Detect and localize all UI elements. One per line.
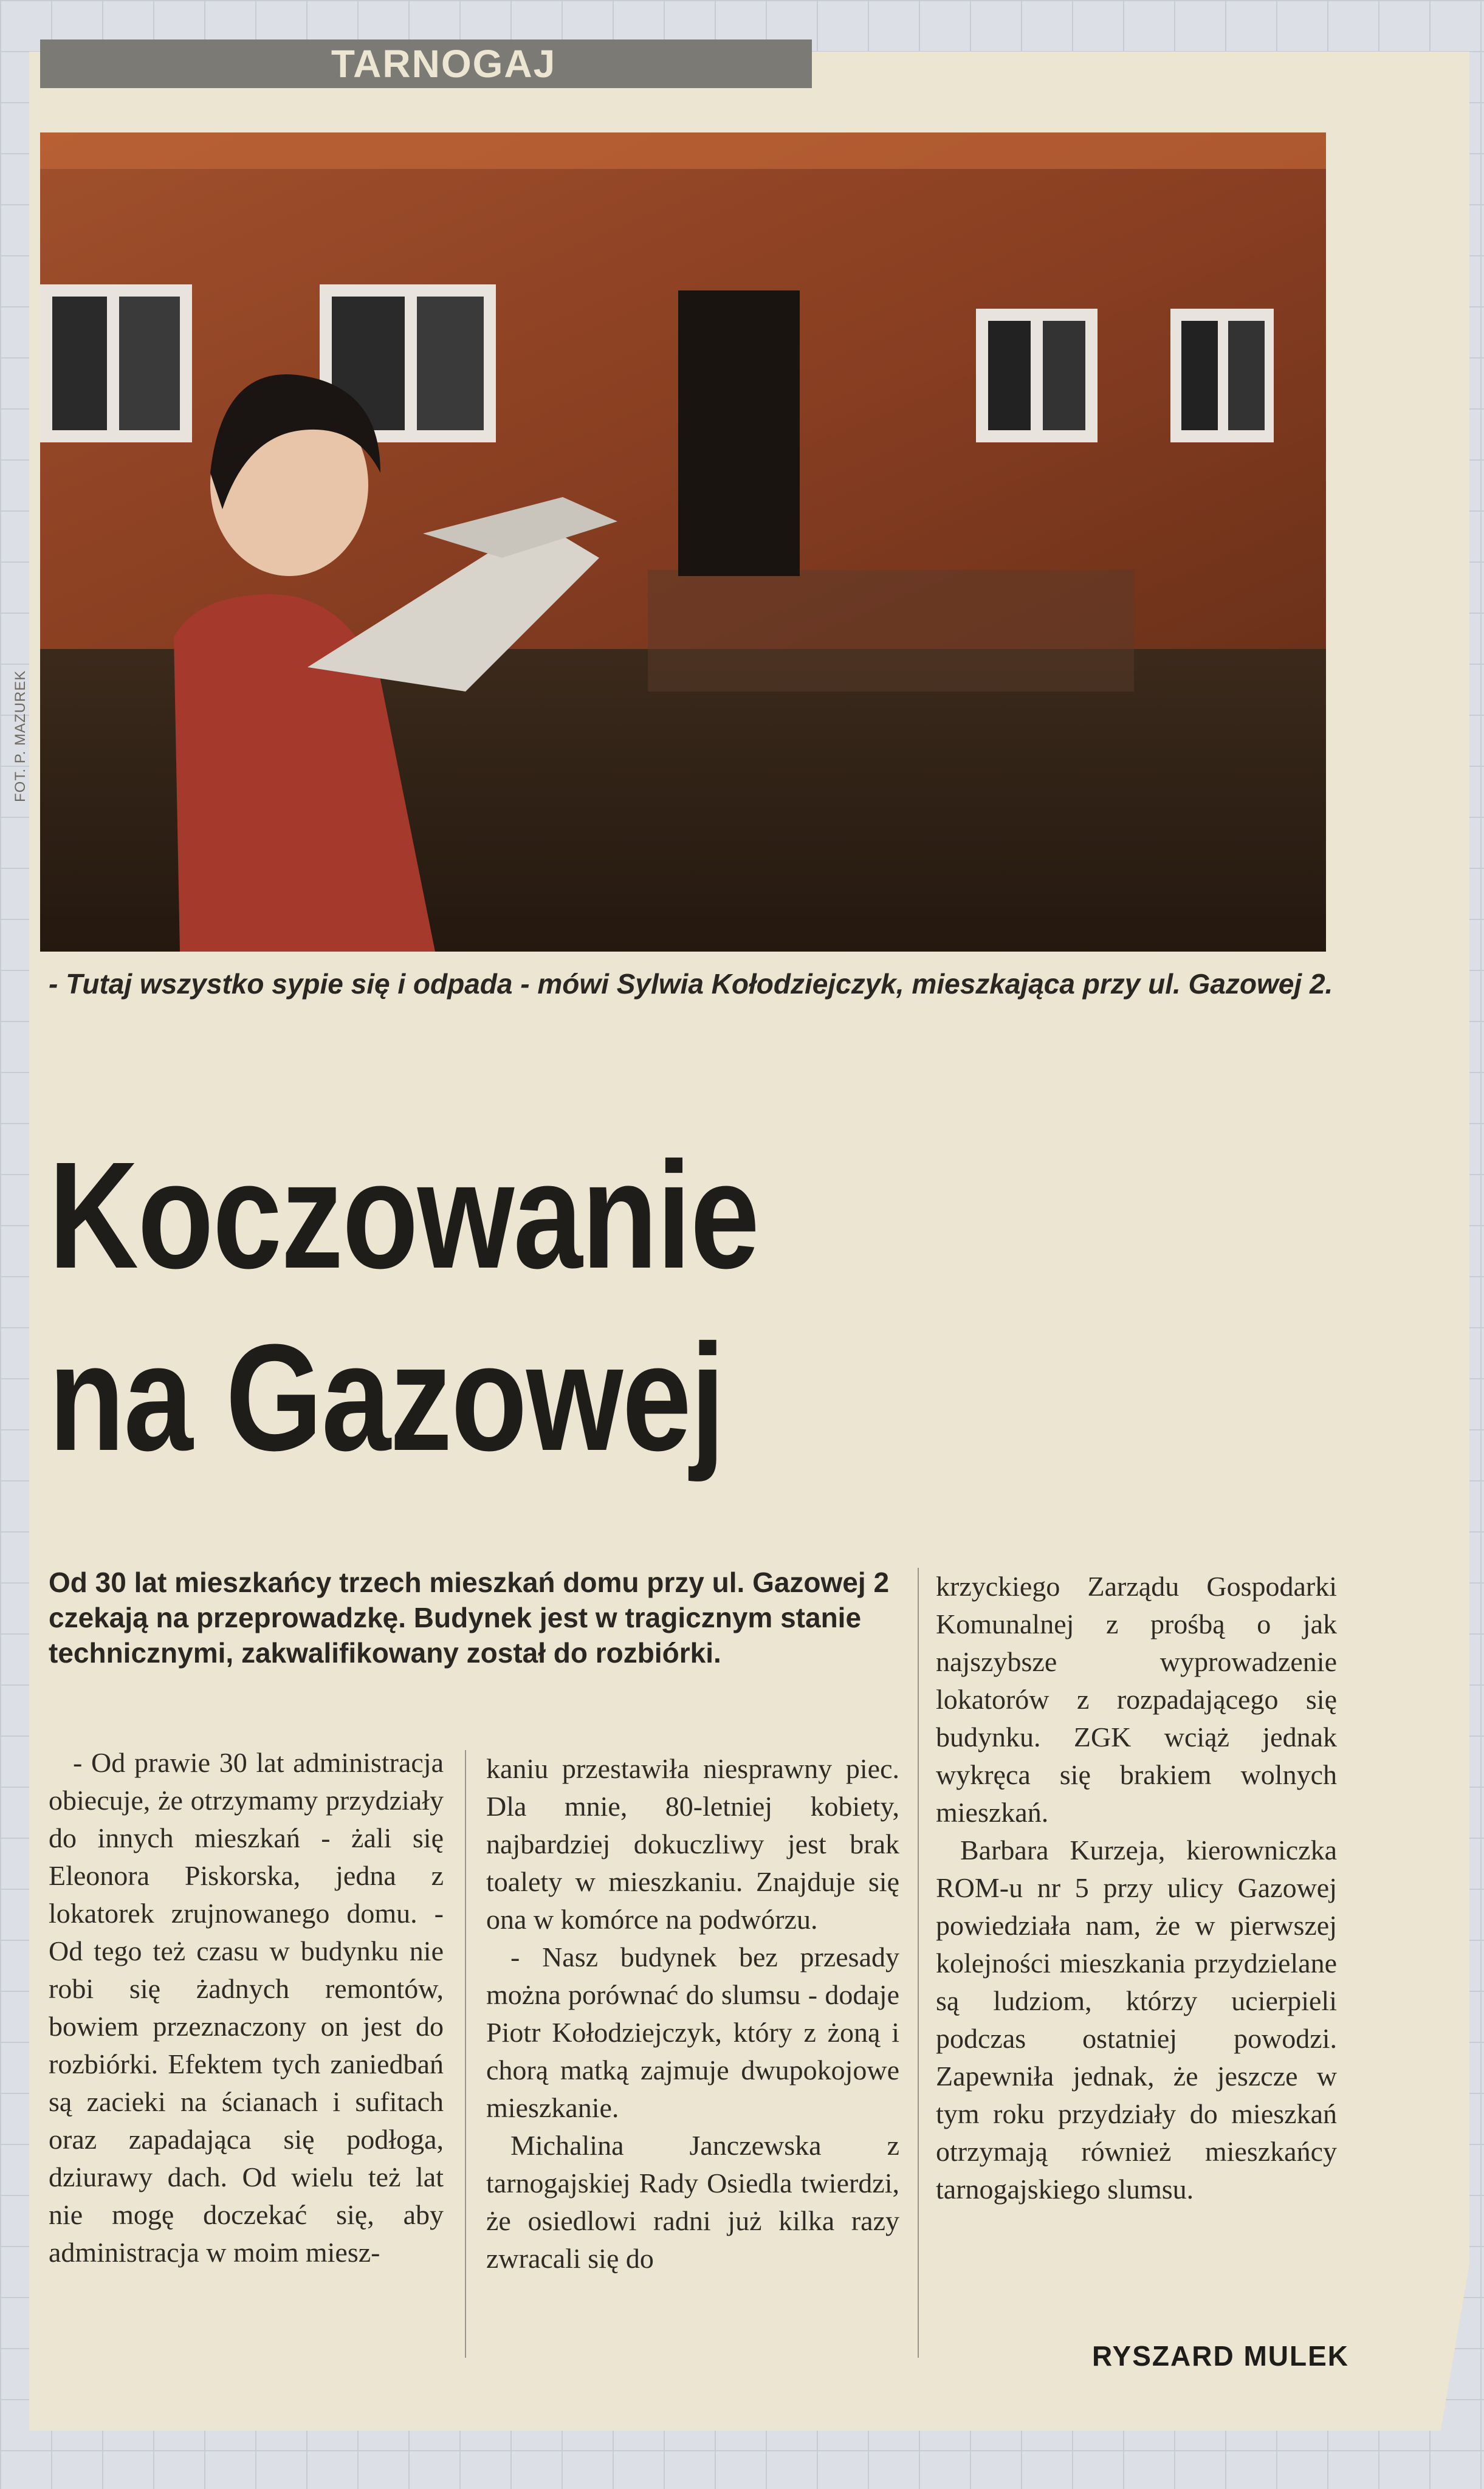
window-3 xyxy=(976,309,1098,442)
body-column-3 xyxy=(936,1568,1337,2208)
body-column-2 xyxy=(486,1750,899,2278)
col2-paragraph-1: kaniu przestawiła niesprawny piec. Dla mnie, 80-letniej kobiety, najbardziej dokuczliwy jest brak toalety w mieszkaniu. Znajduje się ona w komórce na podwórzu. xyxy=(486,1753,899,1935)
col2-paragraph-3: Michalina Janczewska z tarnogajskiej Rady Osiedla twierdzi, że osiedlowi radni już kilka razy zwracali się do xyxy=(486,2130,899,2274)
window-4 xyxy=(1170,309,1274,442)
window-1 xyxy=(40,284,192,442)
col2-paragraph-2: - Nasz budynek bez przesady można porównać do slumsu - dodaje Piotr Kołodziejczyk, który z żoną i chorą matką zajmuje dwupokojowe mieszkanie. xyxy=(486,1941,899,2123)
article-lead: Od 30 lat mieszkańcy trzech mieszkań domu przy ul. Gazowej 2 czekają na przeprowadzkę. Budynek jest w tragicznym stanie technicznymi, zakwalifikowany został do rozbiórki. xyxy=(49,1567,890,1669)
column-divider-2 xyxy=(918,1568,919,2358)
article-photo xyxy=(40,132,1326,952)
headline-line-2: na Gazowej xyxy=(49,1313,724,1482)
photo-credit: FOT. P. MAZUREK xyxy=(12,670,29,802)
headline-line-1: Koczowanie xyxy=(49,1130,759,1300)
col1-paragraph: - Od prawie 30 lat administracja obiecuje, że otrzymamy przydziały do innych mieszkań - żali się Eleonora Piskorska, jedna z lokatorek zrujnowanego domu. - Od tego też czasu w budynku nie robi się żadnych remontów, bowiem przeznaczony on jest do rozbiórki. Efektem tych zaniedbań są zacieki na ścianach i sufitach oraz zapadająca się podłoga, dziurawy dach. Od wielu też lat nie mogę doczekać się, aby administracja w moim miesz- xyxy=(49,1747,444,2268)
col3-paragraph-1: krzyckiego Zarządu Gospodarki Komunalnej z prośbą o jak najszybsze wyprowadzenie lokatorów z rozpadającego się budynku. ZGK wciąż jednak wykręca się brakiem wolnych mieszkań. xyxy=(936,1571,1337,1828)
photo-illustration xyxy=(40,132,1326,952)
article-headline xyxy=(49,1124,846,1489)
body-column-1 xyxy=(49,1744,444,2271)
photo-caption: - Tutaj wszystko sypie się i odpada - mówi Sylwia Kołodziejczyk, mieszkająca przy ul. Gazowej 2. xyxy=(49,968,1333,1000)
doorway xyxy=(678,290,800,576)
col3-paragraph-2: Barbara Kurzeja, kierowniczka ROM-u nr 5 przy ulicy Gazowej powiedziała nam, że w pierwszej kolejności mieszkania przydzielane są ludziom, którzy ucierpieli podczas ostatniej powodzi. Zapewniła jednak, że jeszcze w tym roku przydziały do mieszkań otrzymają również mieszkańcy tarnogajskiego slumsu. xyxy=(936,1835,1337,2205)
column-divider-1 xyxy=(465,1750,466,2358)
article-author: RYSZARD MULEK xyxy=(1092,2340,1349,2372)
bleed-through-text xyxy=(826,36,1404,91)
section-label: TARNOGAJ xyxy=(286,39,602,88)
